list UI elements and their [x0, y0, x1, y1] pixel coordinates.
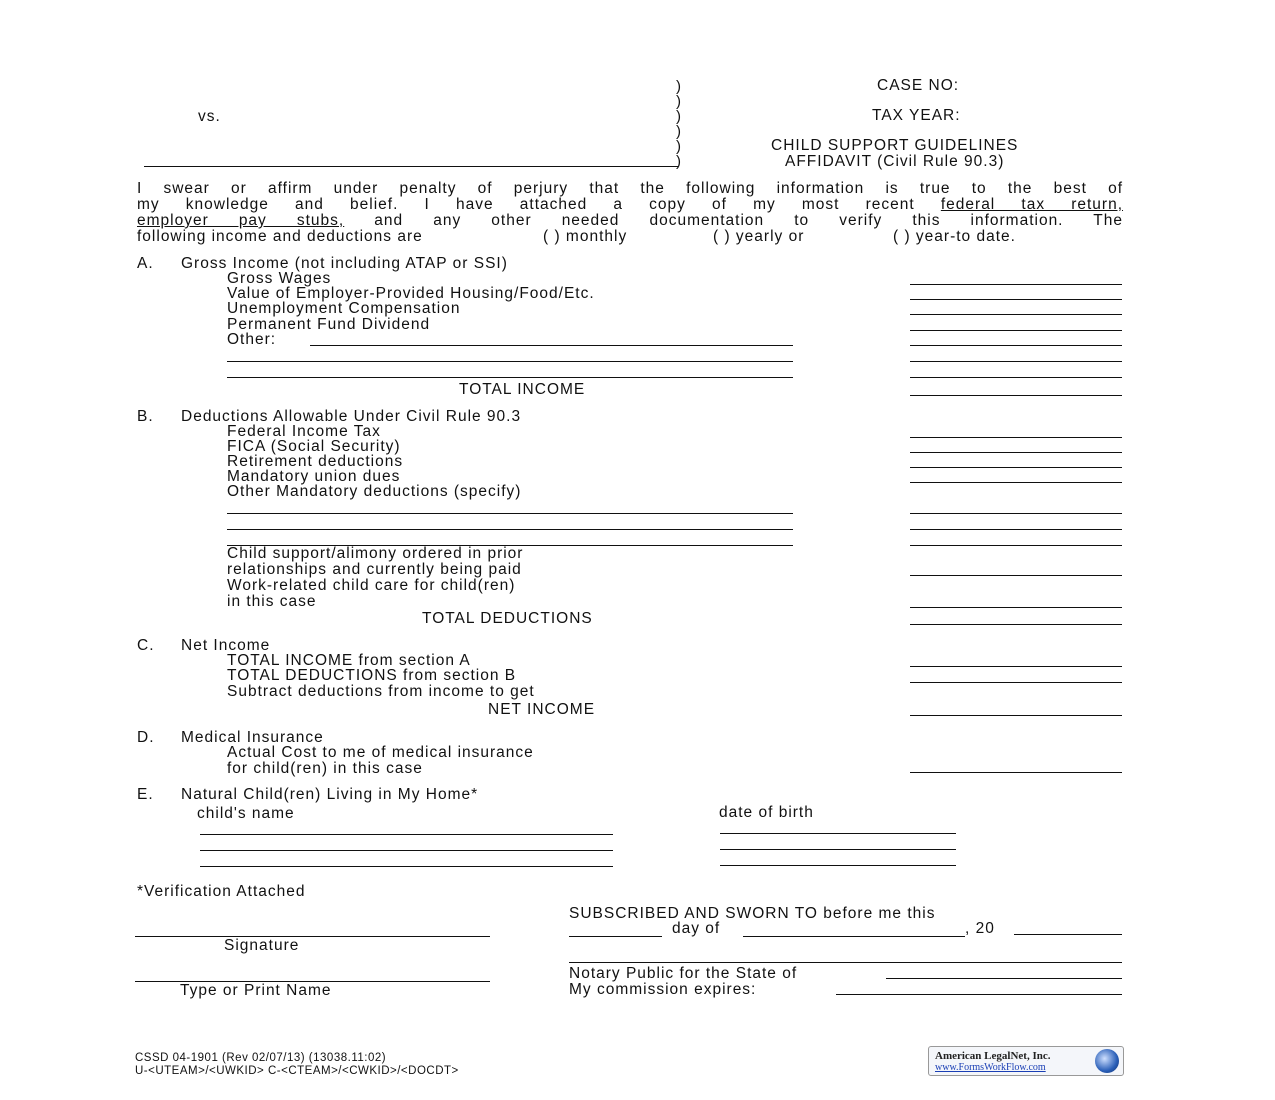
- child-care-amount[interactable]: [910, 607, 1122, 608]
- monthly-checkbox[interactable]: ( ) monthly: [543, 228, 628, 245]
- notary-separator: [569, 962, 1122, 963]
- medical-cost-amount[interactable]: [910, 772, 1122, 773]
- child-name-field[interactable]: [200, 866, 613, 867]
- party-name-line[interactable]: [144, 166, 678, 167]
- net-income-amount[interactable]: [910, 715, 1122, 716]
- case-no-label: CASE NO:: [877, 77, 960, 94]
- pfd-amount[interactable]: [910, 330, 1122, 331]
- section-a-heading: Gross Income (not including ATAP or SSI): [181, 255, 508, 272]
- federal-tax-amount[interactable]: [910, 437, 1122, 438]
- other-deductions-amount[interactable]: [910, 513, 1122, 514]
- intro-line-2: my knowledge and belief. I have attached a copy of my most recent federal tax return,: [137, 196, 1124, 213]
- intro-line-1: I swear or affirm under penalty of perjury that the following information is true to the best of: [137, 180, 1123, 197]
- total-deductions-label: TOTAL DEDUCTIONS: [422, 610, 593, 627]
- section-e-heading: Natural Child(ren) Living in My Home*: [181, 786, 479, 803]
- pfd-label: Permanent Fund Dividend: [227, 316, 431, 333]
- tax-year-label: TAX YEAR:: [872, 107, 961, 124]
- form-title: CHILD SUPPORT GUIDELINES: [771, 137, 1019, 154]
- notary-day-field[interactable]: [569, 936, 662, 937]
- medical-cost-label-2: for child(ren) in this case: [227, 760, 423, 777]
- child-dob-field[interactable]: [720, 849, 956, 850]
- federal-tax-label: Federal Income Tax: [227, 423, 381, 440]
- yearly-checkbox[interactable]: ( ) yearly or: [713, 228, 805, 245]
- signature-line[interactable]: [135, 936, 490, 937]
- notary-state-label: Notary Public for the State of: [569, 965, 798, 982]
- union-dues-amount[interactable]: [910, 482, 1122, 483]
- fica-amount[interactable]: [910, 452, 1122, 453]
- union-dues-label: Mandatory union dues: [227, 468, 401, 485]
- other-income-desc-line[interactable]: [227, 377, 793, 378]
- child-name-header: child's name: [197, 805, 295, 822]
- commission-expires-field[interactable]: [836, 994, 1122, 995]
- total-income-label: TOTAL INCOME: [459, 381, 586, 398]
- net-total-income-label: TOTAL INCOME from section A: [227, 652, 471, 669]
- form-id: CSSD 04-1901 (Rev 02/07/13) (13038.11:02): [135, 1052, 387, 1064]
- notary-month-field[interactable]: [743, 936, 965, 937]
- date-of-birth-header: date of birth: [719, 804, 814, 821]
- notary-state-field[interactable]: [886, 978, 1122, 979]
- other-income-label: Other:: [227, 331, 277, 348]
- retirement-label: Retirement deductions: [227, 453, 404, 470]
- form-codes: U-<UTEAM>/<UWKID> C-<CTEAM>/<CWKID>/<DOCDT>: [135, 1065, 459, 1077]
- other-deductions-label: Other Mandatory deductions (specify): [227, 483, 522, 500]
- sworn-statement: SUBSCRIBED AND SWORN TO before me this: [569, 905, 936, 922]
- child-support-label: Child support/alimony ordered in prior: [227, 545, 524, 562]
- section-c-letter: C.: [137, 637, 155, 654]
- child-name-field[interactable]: [200, 834, 613, 835]
- child-care-label: Work-related child care for child(ren): [227, 577, 516, 594]
- other-income-amount[interactable]: [910, 377, 1122, 378]
- tax-return-text: federal tax return,: [940, 196, 1124, 213]
- other-income-amount[interactable]: [910, 361, 1122, 362]
- employer-housing-amount[interactable]: [910, 299, 1122, 300]
- signature-label: Signature: [224, 937, 300, 954]
- fica-label: FICA (Social Security): [227, 438, 401, 455]
- employer-housing-label: Value of Employer-Provided Housing/Food/Etc.: [227, 285, 595, 302]
- versus-label: vs.: [198, 108, 221, 125]
- section-c-heading: Net Income: [181, 637, 271, 654]
- net-total-deductions-amount[interactable]: [910, 682, 1122, 683]
- other-deductions-desc-line[interactable]: [227, 529, 793, 530]
- child-support-label-2: relationships and currently being paid: [227, 561, 522, 578]
- subtract-label: Subtract deductions from income to get: [227, 683, 535, 700]
- year-prefix-label: , 20: [965, 920, 995, 937]
- medical-cost-label: Actual Cost to me of medical insurance: [227, 744, 534, 761]
- section-d-letter: D.: [137, 729, 155, 746]
- year-to-date-checkbox[interactable]: ( ) year-to date.: [893, 228, 1016, 245]
- other-income-desc-line[interactable]: [227, 361, 793, 362]
- gross-wages-amount[interactable]: [910, 284, 1122, 285]
- intro-line-3: employer pay stubs, and any other needed documentation to verify this information. The: [137, 212, 1123, 229]
- section-e-letter: E.: [137, 786, 154, 803]
- total-income-amount[interactable]: [910, 395, 1122, 396]
- logo-url-link[interactable]: www.FormsWorkFlow.com: [935, 1062, 1046, 1073]
- forms-workflow-logo[interactable]: [928, 1046, 1124, 1076]
- section-a-letter: A.: [137, 255, 154, 272]
- other-deductions-desc-line[interactable]: [227, 513, 793, 514]
- child-care-label-2: in this case: [227, 593, 317, 610]
- logo-company-name: American LegalNet, Inc.: [935, 1050, 1051, 1062]
- notary-year-field[interactable]: [1014, 934, 1122, 935]
- gross-wages-label: Gross Wages: [227, 270, 332, 287]
- print-name-label: Type or Print Name: [180, 982, 332, 999]
- commission-expires-label: My commission expires:: [569, 981, 757, 998]
- child-name-field[interactable]: [200, 850, 613, 851]
- day-of-label: day of: [672, 920, 721, 937]
- other-deductions-amount[interactable]: [910, 545, 1122, 546]
- retirement-amount[interactable]: [910, 467, 1122, 468]
- unemployment-label: Unemployment Compensation: [227, 300, 461, 317]
- net-total-income-amount[interactable]: [910, 666, 1122, 667]
- section-d-heading: Medical Insurance: [181, 729, 324, 746]
- pay-stubs-text: employer pay stubs,: [137, 212, 345, 229]
- other-income-amount[interactable]: [910, 345, 1122, 346]
- total-deductions-amount[interactable]: [910, 624, 1122, 625]
- child-dob-field[interactable]: [720, 833, 956, 834]
- other-income-desc-line[interactable]: [310, 345, 793, 346]
- section-b-heading: Deductions Allowable Under Civil Rule 90.3: [181, 408, 522, 425]
- other-deductions-amount[interactable]: [910, 529, 1122, 530]
- intro-line-4: following income and deductions are: [137, 228, 423, 245]
- child-dob-field[interactable]: [720, 865, 956, 866]
- globe-icon: [1095, 1049, 1119, 1073]
- form-subtitle: AFFIDAVIT (Civil Rule 90.3): [785, 153, 1005, 170]
- net-total-deductions-label: TOTAL DEDUCTIONS from section B: [227, 667, 517, 684]
- child-support-amount[interactable]: [910, 575, 1122, 576]
- verification-note: *Verification Attached: [137, 883, 306, 900]
- unemployment-amount[interactable]: [910, 314, 1122, 315]
- section-b-letter: B.: [137, 408, 154, 425]
- net-income-label: NET INCOME: [488, 701, 596, 718]
